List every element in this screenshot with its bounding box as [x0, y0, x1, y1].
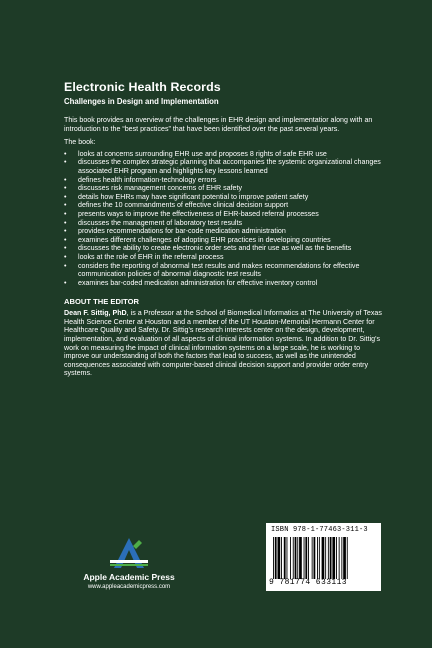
publisher-block: [64, 536, 194, 590]
list-item-text: examines different challenges of adopting EHR practices in developing countries: [78, 235, 331, 244]
bullet-icon: •: [64, 158, 67, 167]
bullet-icon: •: [64, 175, 67, 184]
barcode-bar: [314, 537, 316, 579]
barcode-bar: [299, 537, 302, 579]
list-item: [64, 150, 382, 159]
barcode-bar: [312, 537, 313, 579]
barcode-bar: [341, 537, 342, 579]
barcode-bar: [339, 537, 340, 579]
bullet-icon: •: [64, 235, 67, 244]
list-item-text: examines bar-coded medication administration for effective inventory control: [78, 278, 318, 287]
barcode-bar: [343, 537, 346, 579]
barcode-bar: [273, 537, 274, 579]
list-item-text: discusses the ability to create electronic order sets and their use as well as the benefits: [78, 244, 352, 253]
list-item: [64, 184, 382, 193]
barcode-number: 9 781774 633113: [269, 578, 348, 587]
editor-bio: [64, 309, 382, 378]
editor-name: Dean F. Sittig, PhD: [64, 309, 127, 318]
bullet-icon: •: [64, 244, 67, 253]
bullet-icon: •: [64, 252, 67, 261]
list-item: [64, 236, 382, 245]
barcode-bar: [275, 537, 277, 579]
list-item: [64, 279, 382, 288]
barcode-bar: [297, 537, 298, 579]
barcode-bar: [336, 537, 337, 579]
barcode-bar: [304, 537, 305, 579]
publisher-name: Apple Academic Press: [83, 572, 175, 582]
book-subtitle: Challenges in Design and Implementation: [64, 97, 219, 106]
isbn-text: ISBN 978-1-77463-311-3: [271, 526, 368, 534]
list-item-text: looks at concerns surrounding EHR use and proposes 8 rights of safe EHR use: [78, 149, 327, 158]
barcode-bar: [319, 537, 320, 579]
book-title: Electronic Health Records: [64, 80, 221, 94]
cover-text-block: [64, 80, 382, 378]
publisher-url[interactable]: www.appleacademicpress.com: [87, 584, 171, 590]
bullet-icon: •: [64, 201, 67, 210]
bullet-icon: •: [64, 184, 67, 193]
barcode-bar: [330, 537, 332, 579]
barcode-bar: [295, 537, 297, 579]
editor-bio-text: , is a Professor at the School of Biomedical Informatics at The University of Texas Health Science Center at Houston and a member of the UT Houston-Memorial Hermann Center for Healthcare Quality and Safety. Dr. Sittig's research interests center on the design, development, implementation, and evaluation of all aspects of clinical information systems. In addition to Dr. Sittig's work on measuring the impact of clinical information systems on a large scale, he is working to improve our understanding of both the factors that lead to success, as well as the unintended consequences associated with computer-based clinical decision support and provider order entry systems.: [64, 309, 382, 378]
book-list-label: The book:: [64, 138, 96, 147]
list-item-text: discusses risk management concerns of EHR safety: [78, 184, 243, 193]
barcode-bars: [271, 537, 376, 579]
barcode-bar: [287, 537, 288, 579]
list-item: [64, 201, 382, 210]
barcode-bar: [305, 537, 307, 579]
list-item: [64, 227, 382, 236]
list-item-text: discusses the complex strategic planning that accompanies the systemic organizational changes associated EHR program and highlights key lessons learned: [78, 158, 381, 175]
barcode-bar: [317, 537, 318, 579]
list-item-text: considers the reporting of abnormal test results and makes recommendations for effective communication policies of abnormal diagnostic test results: [78, 261, 360, 279]
list-item-text: defines health information-technology errors: [78, 175, 217, 184]
barcode-bar: [281, 537, 282, 579]
barcode-bar: [325, 537, 326, 579]
feature-list: [64, 150, 382, 288]
list-item-text: defines the 10 commandments of effective clinical decision support: [78, 201, 289, 210]
list-item: [64, 158, 382, 175]
barcode-bar: [290, 537, 291, 579]
list-item: [64, 262, 382, 279]
list-item-text: details how EHRs may have significant potential to improve patient safety: [78, 192, 309, 201]
list-item: [64, 176, 382, 185]
barcode-bar: [308, 537, 309, 579]
list-item-text: presents ways to improve the effectiveness of EHR-based referral processes: [78, 209, 319, 218]
bullet-icon: •: [64, 261, 67, 270]
intro-paragraph: This book provides an overview of the challenges in EHR design and implementatior along with an introduction to the “best practices” that have been identified over the past several years.: [64, 116, 373, 133]
list-item: [64, 193, 382, 202]
apple-academic-press-logo-icon: [104, 536, 154, 570]
list-item: [64, 244, 382, 253]
barcode-bar: [293, 537, 294, 579]
barcode-bar: [332, 537, 335, 579]
editor-heading: ABOUT THE EDITOR: [64, 297, 139, 307]
barcode-bar: [278, 537, 281, 579]
bullet-icon: •: [64, 218, 67, 227]
bullet-icon: •: [64, 192, 67, 201]
bullet-icon: •: [64, 149, 67, 158]
barcode-bar: [284, 537, 286, 579]
list-item-text: looks at the role of EHR in the referral process: [78, 252, 224, 261]
list-item: [64, 210, 382, 219]
barcode-bar: [322, 537, 325, 579]
list-item-text: provides recommendations for bar-code medication administration: [78, 227, 286, 236]
bullet-icon: •: [64, 278, 67, 287]
list-item: [64, 219, 382, 228]
bullet-icon: •: [64, 209, 67, 218]
bullet-icon: •: [64, 227, 67, 236]
isbn-barcode: [266, 523, 381, 591]
list-item-text: discusses the management of laboratory test results: [78, 218, 243, 227]
barcode-bar: [347, 537, 348, 579]
barcode-bar: [328, 537, 329, 579]
list-item: [64, 253, 382, 262]
